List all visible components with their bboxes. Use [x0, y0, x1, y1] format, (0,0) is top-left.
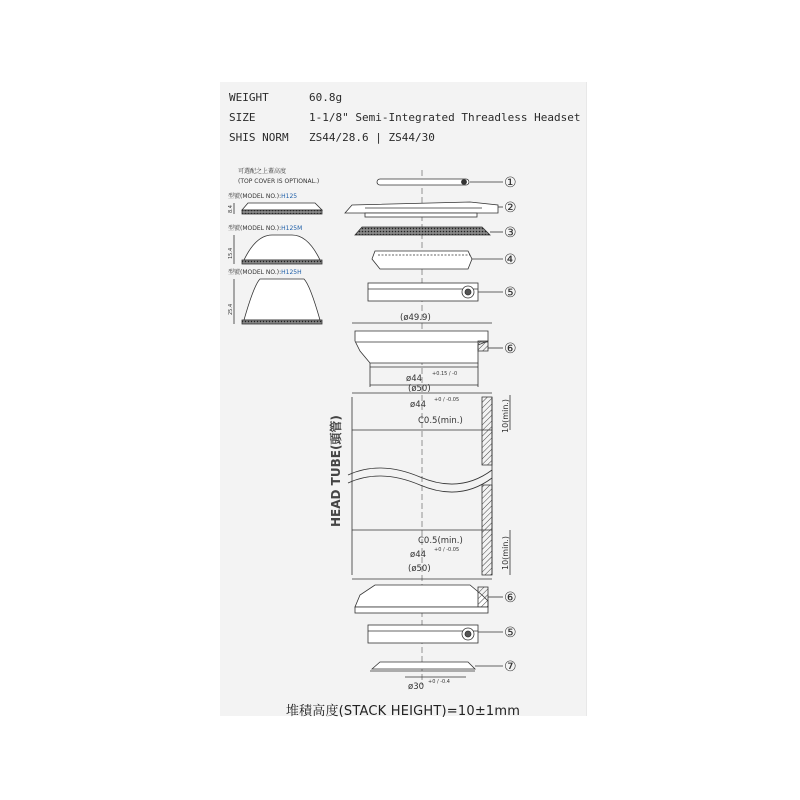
model-code: H125 — [281, 193, 298, 200]
spec-label: WEIGHT — [229, 91, 269, 104]
dim-cup-fit-label: ø44 — [406, 374, 423, 384]
dim-chamfer-bottom: C0.5(min.) — [418, 536, 463, 546]
model-prefix: 型號(MODEL NO.): — [228, 269, 282, 276]
part-1-top-cap — [377, 179, 469, 185]
callout-5-lower: ⑤ — [504, 625, 517, 641]
spec-row-norm — [229, 128, 581, 148]
cover-height-h125m: 15.4 — [228, 247, 234, 259]
part-5-lower-bearing — [368, 625, 478, 643]
dim-tube-bore-tol-top: +0 / -0.05 — [434, 397, 460, 403]
dim-chamfer-top: C0.5(min.) — [418, 416, 463, 426]
top-cover-h125m-seal — [242, 260, 322, 264]
callout-3: ③ — [504, 225, 517, 241]
callout-2: ② — [504, 200, 517, 216]
callout-6-upper: ⑥ — [504, 341, 517, 357]
model-label — [228, 224, 302, 232]
dim-tube-bore-bottom: ø44 — [410, 550, 427, 560]
top-cover-note-en: (TOP COVER IS OPTIONAL.) — [238, 178, 320, 185]
spec-table — [229, 88, 581, 148]
cup-section — [478, 341, 488, 351]
spec-row-weight — [229, 88, 581, 108]
dim-cup-outer-label: (ø49.9) — [400, 313, 431, 323]
cover-height-h125h: 25.4 — [228, 303, 234, 315]
dim-crown-tol: +0 / -0.4 — [428, 679, 450, 685]
spec-label: SHIS NORM — [229, 131, 289, 144]
top-cover-h125h-shape — [244, 279, 320, 320]
callout-6-lower: ⑥ — [504, 590, 517, 606]
spec-label: SIZE — [229, 111, 256, 124]
part-6-lower-cup — [355, 585, 488, 607]
spec-row-size — [229, 108, 581, 128]
headset-exploded-diagram — [220, 155, 586, 695]
tube-break-lower — [348, 476, 492, 492]
stack-height-note: 堆積高度(STACK HEIGHT)=10±1mm — [285, 704, 521, 719]
tube-section-upper — [482, 397, 492, 465]
top-cover-h125m-shape — [244, 235, 320, 260]
top-cover-h125-shape — [242, 203, 322, 210]
callout-4: ④ — [504, 252, 517, 268]
part-6-upper-cup — [355, 331, 488, 363]
part-7-crown-race — [372, 662, 475, 669]
top-cover-h125-seal — [242, 210, 322, 214]
model-code: H125M — [281, 225, 303, 232]
cup-base — [355, 607, 488, 613]
part-2-top-cover — [345, 202, 498, 213]
callout-7: ⑦ — [504, 659, 517, 675]
model-label — [228, 268, 302, 276]
top-cover-note-cn: 可選配之上蓋高度 — [238, 168, 287, 175]
bearing-ball-core — [465, 289, 471, 295]
dim-cup-fit-tol: +0.15 / -0 — [432, 371, 458, 377]
top-cover-options — [234, 203, 322, 324]
tube-break-upper — [348, 468, 492, 484]
spec-value: ZS44/28.6 | ZS44/30 — [309, 131, 435, 144]
model-code: H125H — [281, 269, 302, 276]
spec-value: 1-1/8" Semi-Integrated Threadless Headset — [309, 111, 581, 124]
part-2-lip — [365, 213, 477, 217]
dim-tube-outer-bottom: (ø50) — [408, 564, 431, 574]
part-3-seal — [355, 227, 490, 235]
callout-1: ① — [504, 175, 517, 191]
bearing-ball-core — [465, 631, 471, 637]
part-1-oring — [462, 180, 467, 185]
dim-depth-bottom: 10(min.) — [501, 535, 510, 570]
model-label — [228, 192, 297, 200]
callout-5-upper: ⑤ — [504, 285, 517, 301]
dim-crown-label: ø30 — [408, 682, 425, 692]
cup-section — [478, 587, 488, 607]
model-prefix: 型號(MODEL NO.): — [228, 225, 282, 232]
dim-tube-bore-top: ø44 — [410, 400, 427, 410]
spec-value: 60.8g — [309, 91, 343, 104]
part-5-upper-bearing — [368, 283, 478, 301]
head-tube-label: HEAD TUBE(頭管) — [329, 415, 343, 527]
part-4-compression-ring — [372, 251, 472, 269]
dim-tube-bore-tol-bottom: +0 / -0.05 — [434, 547, 460, 553]
top-cover-h125h-seal — [242, 320, 322, 324]
cover-height-h125: 8.4 — [228, 205, 234, 213]
dim-tube-outer-top: (ø50) — [408, 384, 431, 394]
model-prefix: 型號(MODEL NO.): — [228, 193, 282, 200]
dim-depth-top: 10(min.) — [501, 398, 510, 433]
